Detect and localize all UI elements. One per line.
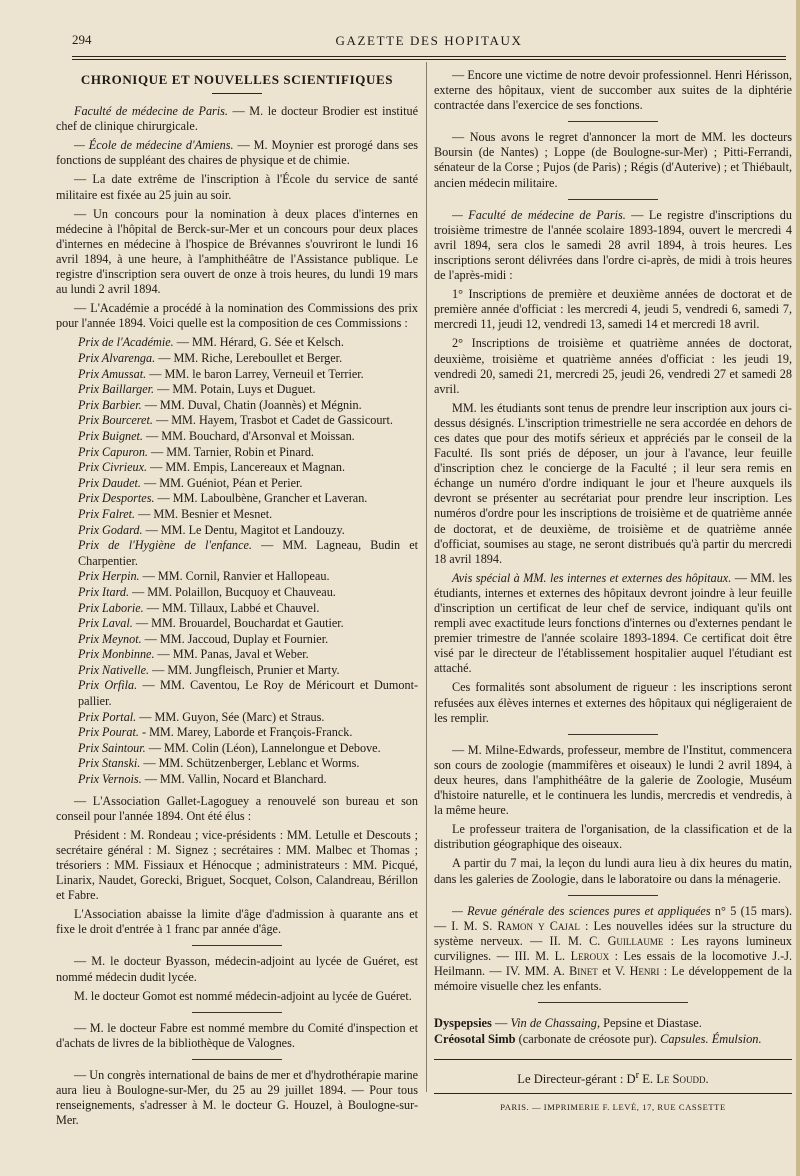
prize-members: - MM. Marey, Laborde et François-Franck. xyxy=(141,725,353,740)
revue-text: n° 5 (15 mars). — I. M. S. xyxy=(434,903,792,933)
news-faculte-paris xyxy=(56,104,418,134)
section-title: CHRONIQUE ET NOUVELLES SCIENTIFIQUES xyxy=(80,72,394,87)
news-text: — M. Moynier est prorogé dans ses fonctions de suppléant des chaires de physique et de chimie. xyxy=(56,138,418,168)
separator xyxy=(568,199,658,200)
news-association: — L'Association Gallet-Lagoguey a renouvelé son bureau et son conseil pour l'année 1894. Ont été élus : xyxy=(56,793,418,823)
director-rule-bottom xyxy=(434,1093,792,1094)
prize-name: Prix de l'Académie. xyxy=(78,335,174,350)
header-rule-bottom xyxy=(72,59,786,60)
left-column xyxy=(56,68,418,1132)
prize-name: Prix Herpin. xyxy=(78,569,140,584)
prize-entry xyxy=(56,491,418,507)
prize-entry xyxy=(56,772,418,788)
prize-name: Prix Laval. xyxy=(78,616,133,631)
author-name: Ramon y Cajal xyxy=(497,918,580,933)
prize-name: Prix Barbier. xyxy=(78,397,142,412)
revue-text: et V. xyxy=(597,963,630,978)
director-rule-top xyxy=(434,1059,792,1060)
prize-members: — MM. Vallin, Nocard et Blanchard. xyxy=(144,772,327,787)
prize-name: Prix Itard. xyxy=(78,584,129,599)
prize-entry xyxy=(56,601,418,617)
prize-members: — MM. Caventou, Le Roy de Méricourt et Dumont-pallier. xyxy=(78,678,419,709)
news-academie-commissions: — L'Académie a procédé à la nomination des Commissions des prix pour l'année 1894. Voici quelle est la composition de ces Commissions : xyxy=(56,301,418,331)
news-cours-oiseaux: Le professeur traitera de l'organisation, de la classification et de la distribution géographique des oiseaux. xyxy=(434,822,792,852)
header-rule-top xyxy=(72,56,786,57)
director-line xyxy=(434,1068,792,1087)
prize-name: Prix Baillarger. xyxy=(78,382,155,397)
prize-name: Prix Pourat. xyxy=(78,725,139,740)
news-lead: — Faculté de médecine de Paris. xyxy=(452,207,626,222)
prize-members: — MM. Laboulbène, Grancher et Laveran. xyxy=(157,491,368,506)
news-necrologie: — Nous avons le regret d'annoncer la mort de MM. les docteurs Boursin (de Nantes) ; Loppe (de Boulogne-sur-Mer) ; Pitti-Ferrandi, sénateur de la Corse ; Pujos (de Paris) ; Régis (d'Auterive) ; et Thiébault, ancien médecin militaire. xyxy=(434,130,792,190)
prize-name: Prix de l'Hygiène de l'enfance. xyxy=(78,538,252,553)
prize-entry xyxy=(56,741,418,757)
prize-members: — MM. Lagneau, Budin et Charpentier. xyxy=(78,538,418,568)
separator xyxy=(568,121,658,122)
page-number: 294 xyxy=(72,32,92,47)
prize-members: — MM. Jungfleisch, Prunier et Marty. xyxy=(152,662,340,677)
director-label: Le Directeur-gérant : D xyxy=(517,1072,636,1087)
prize-name: Prix Orfila. xyxy=(78,678,138,693)
separator xyxy=(568,734,658,735)
separator xyxy=(568,895,658,896)
news-revue-generale xyxy=(434,904,792,995)
prize-name: Prix Amussat. xyxy=(78,366,147,381)
news-text: — MM. les étudiants, internes et externes des hôpitaux devront joindre à leur feuille d'inscription un certificat de leur chef de service, indiquant qu'ils ont rempli avec exactitude leurs fonctions d'internes ou d'externes pendant le premier trimestre de l'année scolaire 1893-1894. Ce certificat doit être visé par le directeur de l'établissement hospitalier auquel l'étudiant est attaché. xyxy=(434,570,792,676)
ad-text: (carbonate de créosote pur). xyxy=(515,1032,661,1047)
prize-entry xyxy=(56,725,418,741)
news-text: — Le registre d'inscriptions du troisième trimestre de l'année scolaire 1893-1894, ouvert le mercredi 4 avril 1894, sera clos le samedi 28 avril 1894, à trois heures. Les inscriptions seront délivrées dans l'ordre ci-après, de midi à trois heures de l'après-midi : xyxy=(434,207,792,283)
prize-members: — MM. Besnier et Mesnet. xyxy=(138,506,273,521)
prize-entry xyxy=(56,351,418,367)
inscriptions-regles: MM. les étudiants sont tenus de prendre leur inscription aux jours ci-dessus désignés. L'inscription trimestrielle ne sera accordée en dehors de ces dates que pour des motifs sérieux et appréciés par le conseil de la Faculté. Ils sont priés de déposer, un jour à l'avance, leur feuille d'inscription chez le concierge de la Faculté ; il leur sera remis en échange un numéro d'ordre indiquant le jour et l'heure auxquels ils devront se présenter au secrétariat pour prendre leur inscription. Les numéros d'ordre pour les inscriptions de troisième et de quatrième année de doctorat, et de deuxième, de troisième et de quatrième année d'officiat, soumises au stage, ne seront distribués qu'à partir du mercredi 18 avril 1894. xyxy=(434,400,792,566)
prize-entry xyxy=(56,413,418,429)
prize-entry xyxy=(56,367,418,383)
revue-text: : Les essais de la locomotive J.-J. Heilmann. — IV. MM. A. xyxy=(434,948,792,978)
ad-text: — xyxy=(491,1016,511,1031)
prize-members: — MM. Colin (Léon), Lannelongue et Debove. xyxy=(148,740,381,755)
author-name: Guillaume xyxy=(607,933,664,948)
prize-entry xyxy=(56,523,418,539)
prize-entry xyxy=(56,756,418,772)
author-name: Leroux xyxy=(570,948,610,963)
prize-entry xyxy=(56,429,418,445)
prize-members: — MM. Le Dentu, Magitot et Landouzy. xyxy=(145,522,345,537)
ad-product: Capsules. Émulsion. xyxy=(660,1032,762,1047)
ad-product: Vin de Chassaing, xyxy=(510,1016,601,1031)
prize-members: — MM. le baron Larrey, Verneuil et Terrier. xyxy=(149,366,364,381)
avis-special xyxy=(434,571,792,677)
prize-name: Prix Alvarenga. xyxy=(78,351,156,365)
revue-text: : Les rayons lumineux curvilignes. — III. M. L. xyxy=(434,933,792,963)
prize-name: Prix Capuron. xyxy=(78,444,148,459)
prize-name: Prix Portal. xyxy=(78,709,137,724)
news-lead: — École de médecine d'Amiens. xyxy=(74,138,234,153)
prize-name: Prix Saintour. xyxy=(78,740,146,755)
prize-members: — MM. Guéniot, Péan et Perier. xyxy=(144,475,303,490)
news-gomot: M. le docteur Gomot est nommé médecin-adjoint au lycée de Guéret. xyxy=(74,988,412,1003)
formalites: Ces formalités sont absolument de rigueur : les inscriptions seront refusées aux élèves internes et externes des hôpitaux qui négligeraient de les remplir. xyxy=(434,680,792,725)
prize-list xyxy=(56,335,418,787)
right-column xyxy=(434,68,792,1118)
separator xyxy=(192,1059,282,1060)
prize-members: — MM. Riche, Lereboullet et Berger. xyxy=(158,351,343,365)
prize-entry xyxy=(56,632,418,648)
prize-members: — MM. Hayem, Trasbot et Cadet de Gassicourt. xyxy=(155,413,393,428)
author-name: Binet xyxy=(569,963,598,978)
prize-name: Prix Daudet. xyxy=(78,475,141,490)
prize-entry xyxy=(56,398,418,414)
prize-entry xyxy=(56,476,418,492)
revue-text: : Les nouvelles idées sur la structure du système nerveux. — II. M. C. xyxy=(434,918,792,948)
news-concours-internes: — Un concours pour la nomination à deux places d'internes en médecine à l'hôpital de Berck-sur-Mer et un concours pour deux places d'internes en médecine à l'hospice de Brévannes s'ouvriront le lundi 16 avril 1894, à une heure, à l'amphithéâtre de l'Assistance publique. Le registre d'inscription sera ouvert de onze à trois heures, du lundi 19 mars au lundi 2 avril 1894. xyxy=(56,206,418,297)
prize-entry xyxy=(56,710,418,726)
director-name: E. Le Soudd. xyxy=(639,1072,709,1087)
author-name: Henri xyxy=(629,963,660,978)
news-amiens xyxy=(56,138,418,168)
news-milne-edwards: — M. Milne-Edwards, professeur, membre de l'Institut, commencera son cours de zoologie (mammifères et oiseaux) le lundi 2 avril 1894, à deux heures, dans l'amphithéâtre de la galerie de Zoologie, Muséum d'histoire naturelle, et le continuera les lundis, mercredis et vendredis, à la même heure. xyxy=(434,742,792,818)
prize-entry xyxy=(56,616,418,632)
prize-name: Prix Desportes. xyxy=(78,491,155,506)
prize-name: Prix Nativelle. xyxy=(78,662,150,677)
page-header xyxy=(72,30,786,54)
ad-heading: Dyspepsies xyxy=(434,1016,492,1031)
news-association-limite: L'Association abaisse la limite d'âge d'admission à quarante ans et fixe le droit d'entrée à 1 franc par année d'âge. xyxy=(56,907,418,937)
prize-name: Prix Buignet. xyxy=(78,428,143,443)
prize-members: — MM. Panas, Javal et Weber. xyxy=(157,647,309,662)
news-fabre: — M. le docteur Fabre est nommé membre du Comité d'inspection et d'achats de livres de la bibliothèque de Valognes. xyxy=(56,1020,418,1050)
prize-entry xyxy=(56,382,418,398)
prize-entry xyxy=(56,507,418,523)
ad-text: Pepsine et Diastase. xyxy=(600,1016,702,1031)
prize-entry xyxy=(56,335,418,351)
news-byasson: — M. le docteur Byasson, médecin-adjoint au lycée de Guéret, est nommé médecin dudit lycée. xyxy=(56,954,418,984)
revue-text: : Le développement de la mémoire visuelle chez les enfants. xyxy=(434,963,793,994)
prize-name: Prix Monbinne. xyxy=(78,647,155,662)
prize-name: Prix Bourceret. xyxy=(78,413,153,428)
prize-members: — MM. Guyon, Sée (Marc) et Straus. xyxy=(139,709,325,724)
printer-imprint: PARIS. — IMPRIMERIE F. LEVÉ, 17, RUE CASSETTE xyxy=(500,1102,726,1113)
prize-name: Prix Laborie. xyxy=(78,600,144,615)
news-herisson: — Encore une victime de notre devoir professionnel. Henri Hérisson, externe des hôpitaux, vient de succomber aux suites de la diphtérie contractée dans l'exercice de ses fonctions. xyxy=(434,68,792,113)
separator xyxy=(192,945,282,946)
news-lead: Avis spécial à MM. les internes et externes des hôpitaux. xyxy=(452,570,732,585)
column-separator xyxy=(426,62,427,1092)
prize-members: — MM. Brouardel, Bouchardat et Gautier. xyxy=(135,616,344,631)
prize-name: Prix Civrieux. xyxy=(78,460,148,475)
prize-name: Prix Falret. xyxy=(78,506,136,521)
ad-creosotal xyxy=(434,1031,792,1047)
separator xyxy=(192,1012,282,1013)
title-rule xyxy=(212,93,262,94)
prize-entry xyxy=(56,678,418,709)
prize-members: — MM. Schützenberger, Leblanc et Worms. xyxy=(143,756,360,771)
page-edge xyxy=(796,0,800,1176)
prize-name: Prix Vernois. xyxy=(78,772,142,787)
prize-members: — MM. Cornil, Ranvier et Hallopeau. xyxy=(142,569,330,584)
ad-heading: Créosotal Simb xyxy=(434,1032,516,1047)
news-lecon-mai: A partir du 7 mai, la leçon du lundi aura lieu à dix heures du matin, dans les galeries de Zoologie, dans le laboratoire ou dans la ménagerie. xyxy=(434,856,792,886)
prize-entry xyxy=(56,460,418,476)
separator xyxy=(538,1002,688,1003)
news-lead: Faculté de médecine de Paris. xyxy=(74,104,228,119)
prize-members: — MM. Hérard, G. Sée et Kelsch. xyxy=(176,335,344,350)
prize-entry xyxy=(56,647,418,663)
prize-entry xyxy=(56,445,418,461)
prize-members: — MM. Polaillon, Bucquoy et Chauveau. xyxy=(132,584,336,599)
advertisements xyxy=(434,1015,792,1047)
news-association-bureau: Président : M. Rondeau ; vice-présidents : MM. Letulle et Descouts ; secrétaire général : M. Signez ; secrétaires : MM. Malbec et Thomas ; trésoriers : MM. Fissiaux et Hénocque ; administrateurs : MM. Picqué, Linarix, Naudet, Gorecki, Briguet, Socquet, Colson, Calandreau, Bérillon et Fabre. xyxy=(56,827,418,903)
prize-members: — MM. Potain, Luys et Duguet. xyxy=(157,382,316,397)
director-sup: r xyxy=(635,1070,640,1082)
news-congres: — Un congrès international de bains de mer et d'hydrothérapie marine aura lieu à Boulogne-sur-Mer, du 25 au 29 juillet 1894. — Pour tous renseignements, s'adresser à M. le docteur G. Houzel, à Boulogne-sur-Mer. xyxy=(56,1067,418,1128)
prize-members: — MM. Empis, Lancereaux et Magnan. xyxy=(150,460,346,475)
prize-entry xyxy=(56,663,418,679)
prize-members: — MM. Duval, Chatin (Joannès) et Mégnin. xyxy=(144,397,362,412)
news-service-sante: — La date extrême de l'inscription à l'École du service de santé militaire est fixée au 25 juin au soir. xyxy=(56,172,418,202)
prize-name: Prix Stanski. xyxy=(78,756,141,771)
inscriptions-troisieme: 2° Inscriptions de troisième et quatrième années de doctorat, deuxième, troisième et quatrième années d'officiat : les jeudi 19, vendredi 20, samedi 21, mercredi 25, jeudi 26, vendredi 27 et samedi 28 avril. xyxy=(434,336,792,396)
prize-name: Prix Meynot. xyxy=(78,631,142,646)
news-text: — M. le docteur Brodier est institué chef de clinique chirurgicale. xyxy=(56,104,418,134)
prize-entry xyxy=(56,538,418,569)
news-registre-inscriptions xyxy=(434,208,792,283)
revue-title: — Revue générale des sciences pures et appliquées xyxy=(452,903,711,918)
prize-entry xyxy=(56,585,418,601)
prize-members: — MM. Jaccoud, Duplay et Fournier. xyxy=(144,631,329,646)
prize-entry xyxy=(56,569,418,585)
prize-members: — MM. Tarnier, Robin et Pinard. xyxy=(151,444,314,459)
prize-members: — MM. Bouchard, d'Arsonval et Moissan. xyxy=(146,428,355,443)
prize-name: Prix Godard. xyxy=(78,522,143,537)
ad-dyspepsies xyxy=(434,1015,792,1031)
prize-members: — MM. Tillaux, Labbé et Chauvel. xyxy=(146,600,320,615)
inscriptions-premiere: 1° Inscriptions de première et deuxième années de doctorat et de première année d'officiat : les mercredi 4, jeudi 5, vendredi 6, samedi 7, mercredi 11, jeudi 12, vendredi 13, samedi 14 et mercredi 18 avril. xyxy=(434,287,792,332)
running-title: GAZETTE DES HOPITAUX xyxy=(335,33,523,48)
